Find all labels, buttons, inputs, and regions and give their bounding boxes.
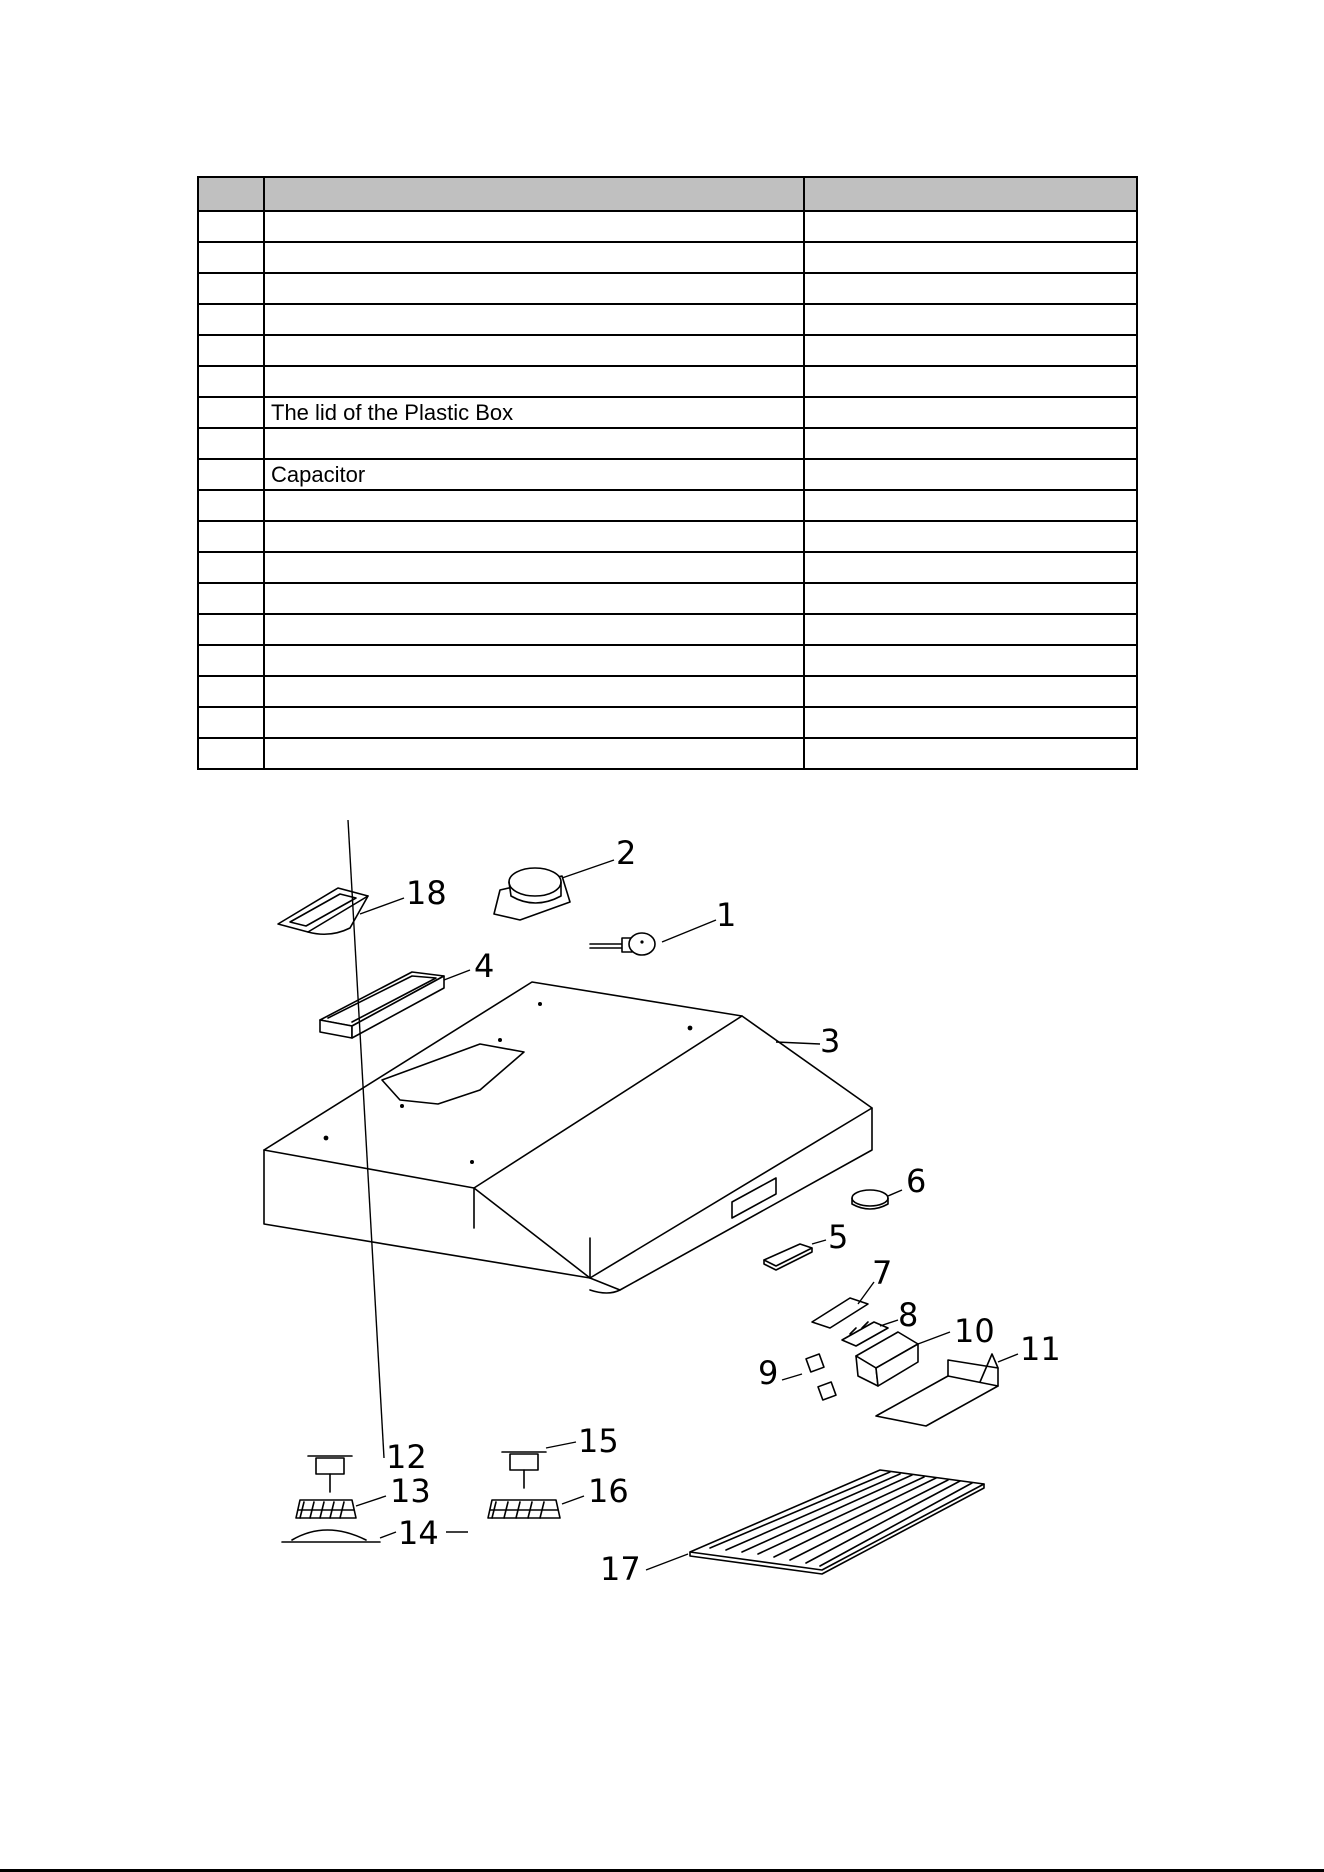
cell-no — [198, 614, 264, 645]
callout-11: 11 — [1020, 1330, 1061, 1368]
cell-description — [264, 428, 804, 459]
cell-no — [198, 552, 264, 583]
table-row — [198, 304, 1137, 335]
cell-no — [198, 335, 264, 366]
callout-8: 8 — [898, 1296, 919, 1334]
header-cell-description — [264, 177, 804, 211]
cell-qty — [804, 614, 1137, 645]
cell-description — [264, 583, 804, 614]
part-14-fan-plate — [282, 1530, 380, 1542]
cell-description — [264, 211, 804, 242]
cell-qty — [804, 428, 1137, 459]
cell-description — [264, 614, 804, 645]
cell-no — [198, 304, 264, 335]
exploded-parts-diagram — [0, 820, 1324, 1620]
cell-description — [264, 304, 804, 335]
cell-description: Capacitor — [264, 459, 804, 490]
callout-2: 2 — [616, 834, 637, 872]
table-row — [198, 459, 1137, 490]
table-row — [198, 242, 1137, 273]
cell-description — [264, 707, 804, 738]
cell-no — [198, 397, 264, 428]
table-row — [198, 211, 1137, 242]
parts-table-header — [198, 177, 1137, 211]
table-row — [198, 645, 1137, 676]
cell-no — [198, 583, 264, 614]
part-13-fan-wheel — [296, 1500, 356, 1518]
cell-qty — [804, 304, 1137, 335]
cell-qty — [804, 521, 1137, 552]
cell-description — [264, 552, 804, 583]
table-row — [198, 738, 1137, 769]
cell-description — [264, 242, 804, 273]
cell-no — [198, 676, 264, 707]
cell-qty — [804, 738, 1137, 769]
part-17-grease-filter — [690, 1470, 984, 1574]
parts-table-body — [198, 211, 1137, 769]
callout-16: 16 — [588, 1472, 629, 1510]
callout-1: 1 — [716, 896, 737, 934]
table-row — [198, 397, 1137, 428]
callout-7: 7 — [872, 1254, 893, 1292]
cell-no — [198, 366, 264, 397]
cell-no — [198, 459, 264, 490]
cell-qty — [804, 552, 1137, 583]
cell-description — [264, 676, 804, 707]
header-row — [198, 177, 1137, 211]
cell-qty — [804, 583, 1137, 614]
part-6-knob — [852, 1190, 888, 1209]
cell-qty — [804, 676, 1137, 707]
cell-description — [264, 738, 804, 769]
callout-13: 13 — [390, 1472, 431, 1510]
cell-no — [198, 521, 264, 552]
callout-17: 17 — [600, 1550, 641, 1588]
cell-no — [198, 645, 264, 676]
cell-no — [198, 242, 264, 273]
table-row — [198, 521, 1137, 552]
cell-qty — [804, 211, 1137, 242]
cell-qty — [804, 366, 1137, 397]
parts-table — [197, 176, 1138, 770]
cell-qty — [804, 645, 1137, 676]
part-12-motor — [308, 1456, 352, 1492]
table-row — [198, 366, 1137, 397]
cell-description — [264, 645, 804, 676]
cell-qty — [804, 490, 1137, 521]
cell-description — [264, 366, 804, 397]
header-cell-qty — [804, 177, 1137, 211]
cell-no — [198, 707, 264, 738]
callout-3: 3 — [820, 1022, 841, 1060]
part-9-lamp-holders — [806, 1354, 836, 1400]
cell-qty — [804, 459, 1137, 490]
cell-description — [264, 273, 804, 304]
cell-no — [198, 273, 264, 304]
callout-12: 12 — [386, 1438, 427, 1476]
table-row — [198, 707, 1137, 738]
cell-qty — [804, 335, 1137, 366]
part-16-fan-wheel — [488, 1500, 560, 1518]
cell-no — [198, 428, 264, 459]
part-4-plastic-box — [320, 972, 444, 1038]
cell-no — [198, 211, 264, 242]
cell-qty — [804, 273, 1137, 304]
cell-no — [198, 490, 264, 521]
cell-qty — [804, 397, 1137, 428]
part-5-switch-panel — [764, 1244, 812, 1270]
part-1-power-plug — [590, 933, 655, 955]
cell-description — [264, 490, 804, 521]
cell-description: The lid of the Plastic Box — [264, 397, 804, 428]
cell-description — [264, 335, 804, 366]
callout-4: 4 — [474, 947, 495, 985]
table-row — [198, 552, 1137, 583]
part-15-motor — [502, 1452, 546, 1488]
cell-qty — [804, 242, 1137, 273]
cell-no — [198, 738, 264, 769]
callout-10: 10 — [954, 1312, 995, 1350]
callout-5: 5 — [828, 1218, 849, 1256]
table-row — [198, 273, 1137, 304]
table-row — [198, 583, 1137, 614]
part-2-duct-collar — [494, 868, 570, 920]
callout-18: 18 — [406, 874, 447, 912]
callout-14: 14 — [398, 1514, 439, 1552]
cell-qty — [804, 707, 1137, 738]
table-row — [198, 490, 1137, 521]
table-row — [198, 428, 1137, 459]
callout-15: 15 — [578, 1422, 619, 1460]
table-row — [198, 335, 1137, 366]
table-row — [198, 676, 1137, 707]
callout-9: 9 — [758, 1354, 779, 1392]
callout-6: 6 — [906, 1162, 927, 1200]
cell-description — [264, 521, 804, 552]
table-row — [198, 614, 1137, 645]
header-cell-no — [198, 177, 264, 211]
